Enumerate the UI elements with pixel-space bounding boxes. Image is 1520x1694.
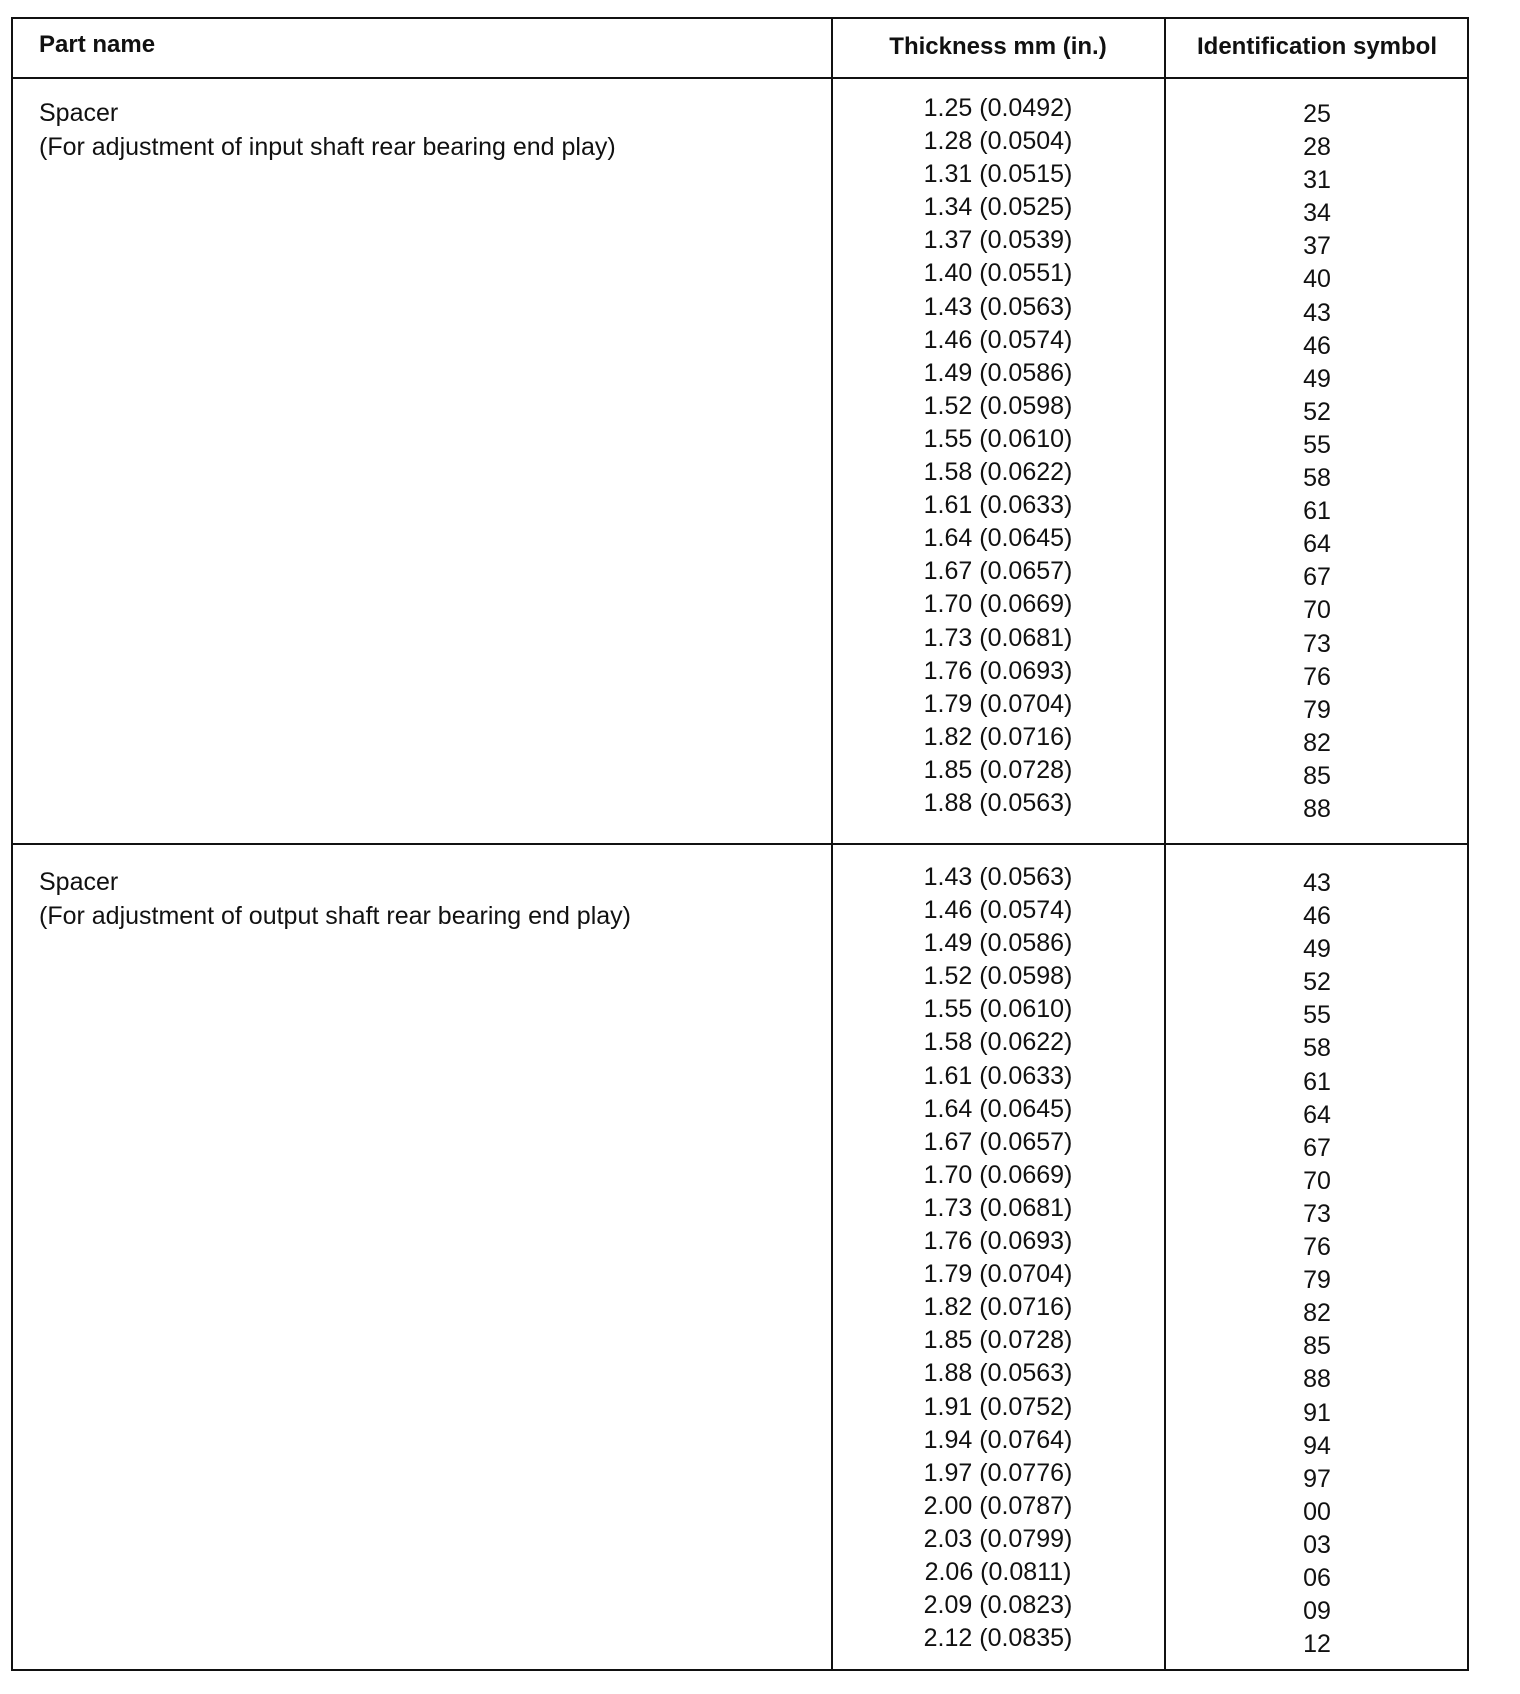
identification-symbol: 49 bbox=[1303, 364, 1331, 393]
thickness-value: 1.43 (0.0563) bbox=[923, 292, 1073, 321]
thickness-value: 1.64 (0.0645) bbox=[923, 1094, 1073, 1123]
identification-symbol: 91 bbox=[1303, 1398, 1331, 1427]
thickness-value: 1.31 (0.0515) bbox=[923, 160, 1073, 189]
identification-symbol: 12 bbox=[1303, 1630, 1331, 1659]
identification-symbol: 06 bbox=[1303, 1563, 1331, 1592]
thickness-value: 1.85 (0.0728) bbox=[923, 1326, 1073, 1355]
identification-symbol: 88 bbox=[1303, 794, 1331, 823]
row-divider bbox=[13, 843, 1467, 845]
thickness-value: 2.09 (0.0823) bbox=[923, 1591, 1073, 1620]
identification-symbol: 67 bbox=[1303, 1133, 1331, 1162]
thickness-value: 2.00 (0.0787) bbox=[923, 1491, 1073, 1520]
thickness-value: 1.79 (0.0704) bbox=[923, 1260, 1073, 1289]
identification-symbol: 31 bbox=[1303, 166, 1331, 195]
identification-symbol: 40 bbox=[1303, 265, 1331, 294]
thickness-value: 1.79 (0.0704) bbox=[923, 689, 1073, 718]
identification-symbol: 73 bbox=[1303, 1199, 1331, 1228]
identification-symbol: 79 bbox=[1303, 695, 1331, 724]
thickness-value: 1.94 (0.0764) bbox=[923, 1425, 1073, 1454]
identification-symbol: 85 bbox=[1303, 761, 1331, 790]
identification-symbol: 76 bbox=[1303, 662, 1331, 691]
thickness-value: 1.82 (0.0716) bbox=[923, 1293, 1073, 1322]
header-thickness: Thickness mm (in.) bbox=[889, 33, 1107, 60]
identification-symbol: 88 bbox=[1303, 1365, 1331, 1394]
thickness-value: 2.06 (0.0811) bbox=[924, 1557, 1072, 1586]
thickness-value: 1.43 (0.0563) bbox=[923, 863, 1073, 891]
row-1-symbol-list bbox=[1166, 98, 1468, 826]
row-2-symbol-list bbox=[1166, 867, 1468, 1661]
part-note: (For adjustment of input shaft rear bearing end play) bbox=[39, 133, 616, 161]
part-name: Spacer bbox=[39, 99, 119, 127]
thickness-value: 1.70 (0.0669) bbox=[923, 1160, 1073, 1189]
thickness-value: 1.91 (0.0752) bbox=[923, 1392, 1073, 1421]
identification-symbol: 82 bbox=[1303, 1299, 1331, 1328]
thickness-value: 1.46 (0.0574) bbox=[923, 325, 1073, 354]
thickness-value: 1.58 (0.0622) bbox=[923, 458, 1073, 487]
identification-symbol: 52 bbox=[1303, 397, 1331, 426]
identification-symbol: 85 bbox=[1303, 1332, 1331, 1361]
part-note: (For adjustment of output shaft rear bearing end play) bbox=[39, 902, 631, 930]
identification-symbol: 55 bbox=[1303, 430, 1331, 459]
thickness-value: 1.88 (0.0563) bbox=[923, 788, 1073, 817]
row-2-thickness-list bbox=[833, 861, 1163, 1655]
thickness-value: 1.52 (0.0598) bbox=[923, 962, 1073, 991]
thickness-value: 2.12 (0.0835) bbox=[923, 1624, 1073, 1653]
identification-symbol: 34 bbox=[1303, 199, 1331, 228]
thickness-value: 1.73 (0.0681) bbox=[923, 623, 1073, 652]
spacer-table bbox=[11, 17, 1469, 1671]
thickness-value: 1.55 (0.0610) bbox=[923, 995, 1073, 1024]
thickness-value: 1.55 (0.0610) bbox=[923, 424, 1073, 453]
identification-symbol: 43 bbox=[1303, 869, 1331, 897]
identification-symbol: 52 bbox=[1303, 968, 1331, 997]
row-1-thickness-list bbox=[833, 92, 1163, 820]
identification-symbol: 76 bbox=[1303, 1233, 1331, 1262]
thickness-value: 1.34 (0.0525) bbox=[923, 193, 1073, 222]
identification-symbol: 55 bbox=[1303, 1001, 1331, 1030]
row-1-part bbox=[39, 96, 616, 164]
identification-symbol: 64 bbox=[1303, 1100, 1331, 1129]
thickness-value: 1.40 (0.0551) bbox=[923, 259, 1073, 288]
thickness-value: 1.88 (0.0563) bbox=[923, 1359, 1073, 1388]
thickness-value: 1.46 (0.0574) bbox=[923, 896, 1073, 925]
identification-symbol: 00 bbox=[1303, 1497, 1331, 1526]
thickness-value: 1.49 (0.0586) bbox=[923, 358, 1073, 387]
thickness-value: 1.97 (0.0776) bbox=[923, 1458, 1073, 1487]
identification-symbol: 94 bbox=[1303, 1431, 1331, 1460]
thickness-value: 1.25 (0.0492) bbox=[923, 94, 1073, 122]
header-identification-symbol: Identification symbol bbox=[1196, 33, 1438, 60]
thickness-value: 2.03 (0.0799) bbox=[923, 1524, 1073, 1553]
identification-symbol: 58 bbox=[1303, 1034, 1331, 1063]
identification-symbol: 70 bbox=[1303, 1166, 1331, 1195]
row-2-part bbox=[39, 865, 631, 933]
identification-symbol: 61 bbox=[1303, 497, 1331, 526]
identification-symbol: 25 bbox=[1303, 100, 1331, 128]
thickness-value: 1.61 (0.0633) bbox=[923, 491, 1073, 520]
thickness-value: 1.64 (0.0645) bbox=[923, 524, 1073, 553]
identification-symbol: 67 bbox=[1303, 563, 1331, 592]
thickness-value: 1.49 (0.0586) bbox=[923, 929, 1073, 958]
identification-symbol: 79 bbox=[1303, 1266, 1331, 1295]
thickness-value: 1.70 (0.0669) bbox=[923, 590, 1073, 619]
identification-symbol: 37 bbox=[1303, 232, 1331, 261]
identification-symbol: 64 bbox=[1303, 530, 1331, 559]
identification-symbol: 03 bbox=[1303, 1530, 1331, 1559]
identification-symbol: 43 bbox=[1303, 298, 1331, 327]
header-divider bbox=[13, 77, 1467, 79]
thickness-value: 1.67 (0.0657) bbox=[923, 1127, 1073, 1156]
thickness-value: 1.73 (0.0681) bbox=[923, 1193, 1073, 1222]
thickness-value: 1.61 (0.0633) bbox=[923, 1061, 1073, 1090]
identification-symbol: 61 bbox=[1303, 1067, 1331, 1096]
identification-symbol: 58 bbox=[1303, 464, 1331, 493]
thickness-value: 1.76 (0.0693) bbox=[923, 656, 1073, 685]
identification-symbol: 70 bbox=[1303, 596, 1331, 625]
identification-symbol: 73 bbox=[1303, 629, 1331, 658]
thickness-value: 1.67 (0.0657) bbox=[923, 557, 1073, 586]
header-part-name: Part name bbox=[39, 31, 156, 58]
identification-symbol: 49 bbox=[1303, 935, 1331, 964]
identification-symbol: 82 bbox=[1303, 728, 1331, 757]
thickness-value: 1.58 (0.0622) bbox=[923, 1028, 1073, 1057]
identification-symbol: 46 bbox=[1303, 331, 1331, 360]
part-name: Spacer bbox=[39, 868, 119, 896]
thickness-value: 1.76 (0.0693) bbox=[923, 1227, 1073, 1256]
thickness-value: 1.37 (0.0539) bbox=[923, 226, 1073, 255]
identification-symbol: 28 bbox=[1303, 133, 1331, 162]
thickness-value: 1.28 (0.0504) bbox=[923, 127, 1073, 156]
thickness-value: 1.85 (0.0728) bbox=[923, 755, 1073, 784]
thickness-value: 1.52 (0.0598) bbox=[923, 391, 1073, 420]
thickness-value: 1.82 (0.0716) bbox=[923, 722, 1073, 751]
identification-symbol: 97 bbox=[1303, 1464, 1331, 1493]
identification-symbol: 09 bbox=[1303, 1597, 1331, 1626]
identification-symbol: 46 bbox=[1303, 902, 1331, 931]
